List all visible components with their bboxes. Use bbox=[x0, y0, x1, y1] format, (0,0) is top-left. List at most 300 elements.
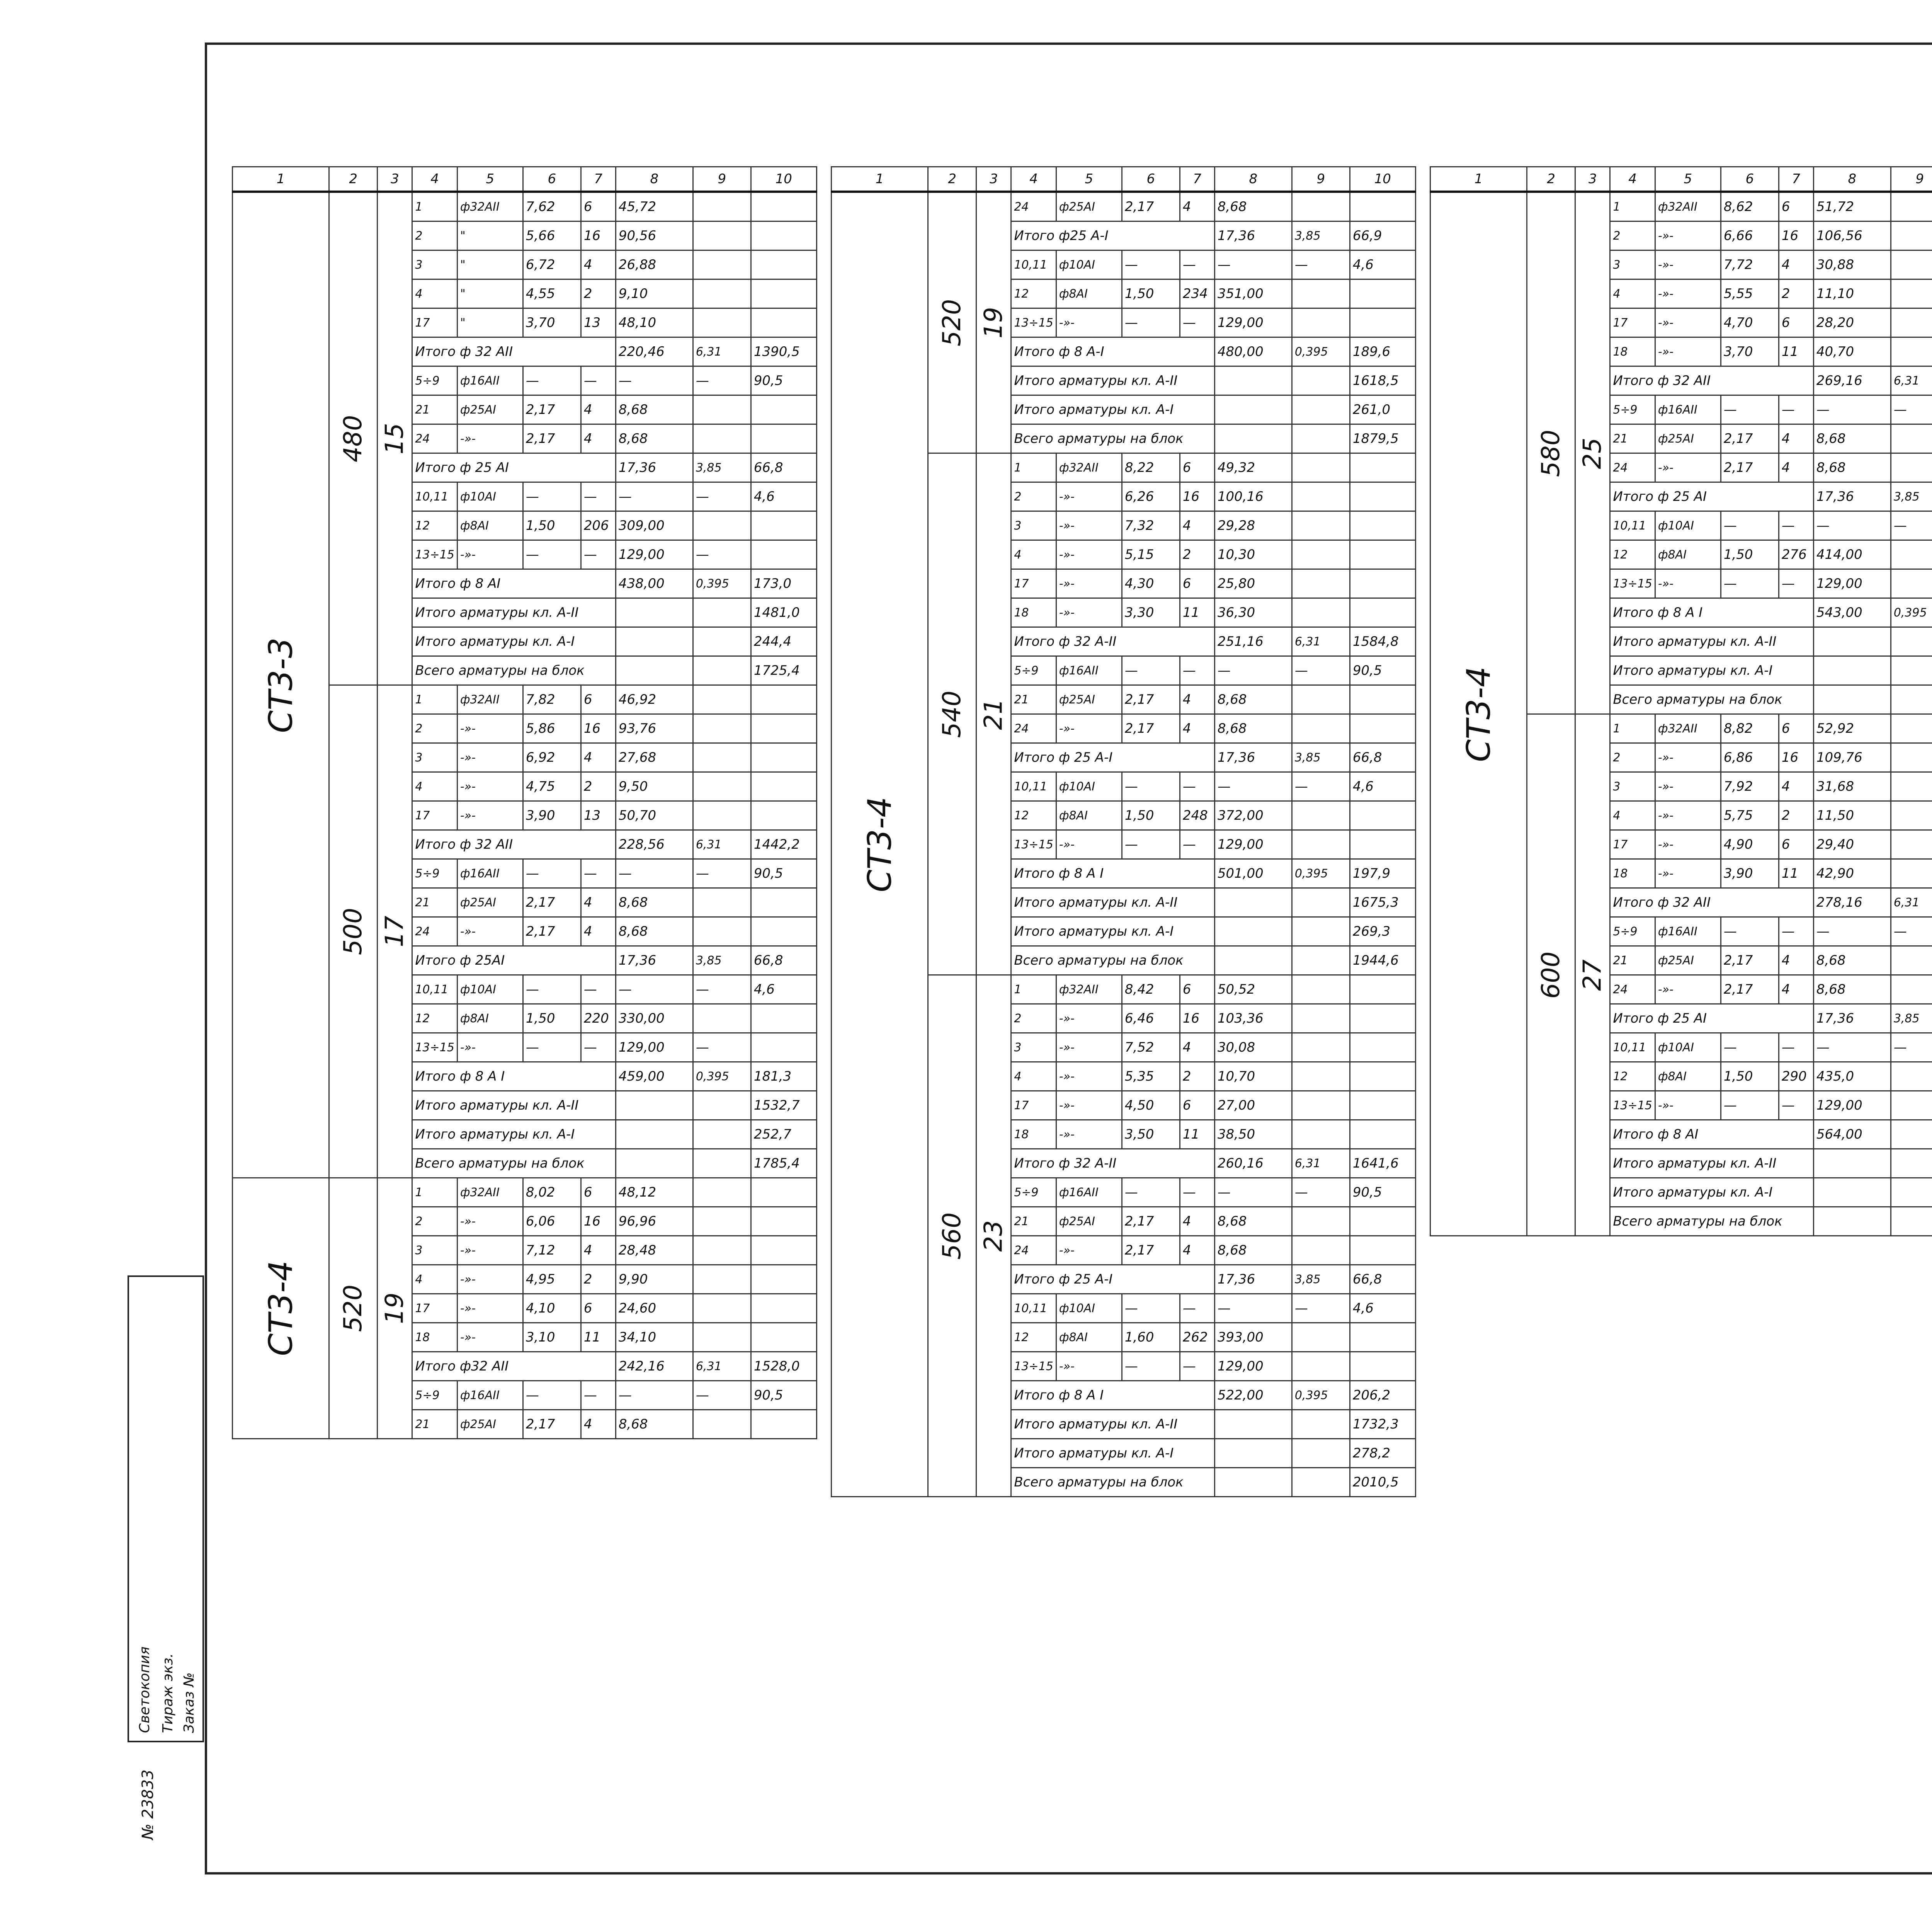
block-size-value: 580 bbox=[1537, 429, 1566, 477]
cell-unit: — bbox=[693, 859, 751, 888]
cell-total: 66,8 bbox=[751, 946, 816, 975]
cell-weight: 26,88 bbox=[616, 250, 693, 279]
cell-weight: — bbox=[616, 859, 693, 888]
cell-weight: — bbox=[1813, 395, 1891, 424]
cell-unit bbox=[1292, 598, 1350, 627]
group-name: СТ3-3 bbox=[262, 637, 300, 733]
cell-weight: 8,68 bbox=[616, 1410, 693, 1439]
cell-unit bbox=[693, 1323, 751, 1352]
cell-weight: — bbox=[1214, 656, 1292, 685]
block-size-value: 560 bbox=[938, 1212, 967, 1260]
cell-total: 4,6 bbox=[751, 975, 816, 1004]
cell-qty: — bbox=[1779, 1091, 1813, 1120]
cell-total: 90,5 bbox=[1350, 656, 1415, 685]
cell-dia: -»- bbox=[1056, 511, 1122, 540]
cell-qty: 4 bbox=[581, 917, 616, 946]
cell-pos: 4 bbox=[412, 772, 457, 801]
cell-len: 8,82 bbox=[1721, 714, 1779, 743]
block-size bbox=[1527, 714, 1575, 1236]
cell-total bbox=[1350, 801, 1415, 830]
cell-weight: — bbox=[616, 482, 693, 511]
cell-pos: 2 bbox=[412, 1207, 457, 1236]
summary-label: Всего арматуры на блок bbox=[412, 656, 616, 685]
cell-pos: 12 bbox=[1610, 1062, 1655, 1091]
cell-total: 206,2 bbox=[1350, 1381, 1415, 1410]
cell-total: 90,5 bbox=[751, 859, 816, 888]
cell-unit bbox=[1292, 1468, 1350, 1497]
cell-unit bbox=[1292, 946, 1350, 975]
cell-qty: 4 bbox=[581, 424, 616, 453]
cell-unit: 6,31 bbox=[1891, 888, 1932, 917]
cell-pos: 17 bbox=[412, 308, 457, 337]
summary-label: Итого ф 32 А-II bbox=[1011, 1149, 1214, 1178]
cell-dia: ф32АII bbox=[1655, 192, 1721, 221]
block-number bbox=[378, 192, 412, 685]
col-header: 7 bbox=[1180, 167, 1214, 192]
block-number-value: 17 bbox=[380, 916, 409, 947]
cell-pos: 12 bbox=[1011, 801, 1056, 830]
cell-qty: 4 bbox=[1180, 714, 1214, 743]
cell-pos: 2 bbox=[1610, 221, 1655, 250]
cell-weight: 106,56 bbox=[1813, 221, 1891, 250]
cell-pos: 21 bbox=[1610, 946, 1655, 975]
cell-qty: — bbox=[1180, 308, 1214, 337]
cell-pos: 5÷9 bbox=[1610, 917, 1655, 946]
cell-unit bbox=[1891, 772, 1932, 801]
cell-total bbox=[1350, 511, 1415, 540]
block-number bbox=[378, 1178, 412, 1439]
cell-qty: 262 bbox=[1180, 1323, 1214, 1352]
cell-unit bbox=[1891, 975, 1932, 1004]
cell-qty: 4 bbox=[581, 1410, 616, 1439]
cell-unit bbox=[1292, 395, 1350, 424]
summary-label: Итого арматуры кл. А-I bbox=[412, 627, 616, 656]
cell-weight: 27,68 bbox=[616, 743, 693, 772]
cell-weight bbox=[1214, 917, 1292, 946]
cell-dia: -»- bbox=[1056, 830, 1122, 859]
cell-total bbox=[1350, 1236, 1415, 1265]
cell-qty: — bbox=[581, 859, 616, 888]
col-header: 3 bbox=[378, 167, 412, 192]
summary-label: Итого арматуры кл. А-II bbox=[412, 1091, 616, 1120]
cell-unit bbox=[1292, 569, 1350, 598]
cell-dia: " bbox=[457, 250, 523, 279]
cell-total bbox=[1350, 482, 1415, 511]
cell-dia: -»- bbox=[457, 1236, 523, 1265]
block-number-value: 21 bbox=[979, 698, 1008, 730]
cell-len: 7,72 bbox=[1721, 250, 1779, 279]
cell-len: 7,52 bbox=[1122, 1033, 1180, 1062]
cell-pos: 10,11 bbox=[1011, 250, 1056, 279]
cell-unit bbox=[693, 598, 751, 627]
cell-len: 4,95 bbox=[523, 1265, 581, 1294]
summary-label: Итого ф 25 АI bbox=[1610, 1004, 1813, 1033]
cell-unit bbox=[1891, 801, 1932, 830]
block-size bbox=[928, 975, 976, 1497]
cell-total: 1584,8 bbox=[1350, 627, 1415, 656]
cell-unit bbox=[693, 250, 751, 279]
cell-qty: 6 bbox=[1779, 830, 1813, 859]
cell-dia: ф32АII bbox=[1056, 975, 1122, 1004]
cell-qty: 6 bbox=[1180, 453, 1214, 482]
cell-total: 4,6 bbox=[1350, 1294, 1415, 1323]
cell-len: 8,22 bbox=[1122, 453, 1180, 482]
cell-weight: 459,00 bbox=[616, 1062, 693, 1091]
cell-len: 6,66 bbox=[1721, 221, 1779, 250]
cell-weight: 48,10 bbox=[616, 308, 693, 337]
cell-dia: ф25АI bbox=[457, 395, 523, 424]
cell-pos: 18 bbox=[1610, 337, 1655, 366]
cell-total: 1675,3 bbox=[1350, 888, 1415, 917]
summary-label: Всего арматуры на блок bbox=[1610, 685, 1813, 714]
cell-dia: ф25АI bbox=[457, 1410, 523, 1439]
cell-qty: 6 bbox=[581, 685, 616, 714]
cell-total: 1725,4 bbox=[751, 656, 816, 685]
cell-pos: 24 bbox=[1011, 192, 1056, 221]
cell-qty: — bbox=[1779, 569, 1813, 598]
cell-total bbox=[751, 1178, 816, 1207]
cell-weight: 269,16 bbox=[1813, 366, 1891, 395]
cell-unit bbox=[1891, 627, 1932, 656]
block-size-value: 520 bbox=[938, 299, 967, 347]
col-header: 6 bbox=[1721, 167, 1779, 192]
cell-dia: -»- bbox=[1655, 308, 1721, 337]
cell-total bbox=[751, 279, 816, 308]
cell-unit bbox=[1891, 1062, 1932, 1091]
side-label-1: Светокопия bbox=[137, 1646, 153, 1733]
col-header: 6 bbox=[523, 167, 581, 192]
cell-qty: 4 bbox=[1180, 1236, 1214, 1265]
cell-weight bbox=[1214, 395, 1292, 424]
cell-qty: 2 bbox=[1180, 540, 1214, 569]
cell-weight: 251,16 bbox=[1214, 627, 1292, 656]
cell-weight: 8,68 bbox=[1214, 1207, 1292, 1236]
cell-total bbox=[1350, 1091, 1415, 1120]
summary-label: Итого ф25 А-I bbox=[1011, 221, 1214, 250]
cell-len: 6,92 bbox=[523, 743, 581, 772]
cell-weight: 31,68 bbox=[1813, 772, 1891, 801]
cell-unit: 0,395 bbox=[1891, 598, 1932, 627]
block-size-value: 540 bbox=[938, 690, 967, 738]
block-number bbox=[1575, 714, 1610, 1236]
cell-unit bbox=[1292, 975, 1350, 1004]
group-name: СТ3-4 bbox=[1459, 666, 1498, 762]
cell-len: 7,32 bbox=[1122, 511, 1180, 540]
summary-label: Итого ф 8 А-I bbox=[1011, 337, 1214, 366]
table-row bbox=[832, 192, 1416, 221]
cell-unit bbox=[1292, 540, 1350, 569]
cell-total: 66,8 bbox=[1350, 743, 1415, 772]
cell-qty: 16 bbox=[1779, 221, 1813, 250]
cell-dia: ф10АI bbox=[1655, 1033, 1721, 1062]
cell-dia: ф32АII bbox=[457, 1178, 523, 1207]
group-name: СТ3-4 bbox=[262, 1260, 300, 1356]
cell-pos: 3 bbox=[412, 250, 457, 279]
cell-total bbox=[1350, 598, 1415, 627]
cell-pos: 13÷15 bbox=[1011, 308, 1056, 337]
cell-unit bbox=[1891, 424, 1932, 453]
table-right bbox=[1430, 166, 1932, 1236]
cell-pos: 4 bbox=[412, 1265, 457, 1294]
cell-weight: 414,00 bbox=[1813, 540, 1891, 569]
cell-qty: 2 bbox=[1180, 1062, 1214, 1091]
cell-len: 2,17 bbox=[523, 1410, 581, 1439]
cell-total bbox=[1350, 1033, 1415, 1062]
cell-weight: 330,00 bbox=[616, 1004, 693, 1033]
cell-qty: 16 bbox=[581, 1207, 616, 1236]
cell-len: 5,55 bbox=[1721, 279, 1779, 308]
summary-label: Итого арматуры кл. А-I bbox=[1011, 1439, 1214, 1468]
cell-total bbox=[1350, 1207, 1415, 1236]
cell-qty: 4 bbox=[1779, 453, 1813, 482]
summary-label: Итого арматуры кл. А-I bbox=[1011, 395, 1214, 424]
cell-dia: -»- bbox=[1655, 337, 1721, 366]
cell-pos: 17 bbox=[1610, 830, 1655, 859]
cell-len: 2,17 bbox=[523, 395, 581, 424]
cell-weight: 38,50 bbox=[1214, 1120, 1292, 1149]
cell-unit bbox=[693, 1236, 751, 1265]
cell-dia: ф10АI bbox=[457, 975, 523, 1004]
cell-qty: 276 bbox=[1779, 540, 1813, 569]
cell-weight: 220,46 bbox=[616, 337, 693, 366]
cell-dia: ф16АII bbox=[1056, 656, 1122, 685]
col-header: 7 bbox=[1779, 167, 1813, 192]
cell-pos: 21 bbox=[1011, 1207, 1056, 1236]
cell-weight: 278,16 bbox=[1813, 888, 1891, 917]
block-size bbox=[928, 453, 976, 975]
cell-weight: — bbox=[1214, 772, 1292, 801]
cell-weight: — bbox=[1813, 917, 1891, 946]
cell-unit bbox=[1292, 801, 1350, 830]
cell-pos: 10,11 bbox=[412, 482, 457, 511]
cell-unit: — bbox=[693, 1033, 751, 1062]
cell-qty: — bbox=[1779, 395, 1813, 424]
cell-weight: 260,16 bbox=[1214, 1149, 1292, 1178]
cell-qty: 11 bbox=[1180, 598, 1214, 627]
cell-unit: 6,31 bbox=[693, 337, 751, 366]
cell-total: 4,6 bbox=[1350, 772, 1415, 801]
cell-unit bbox=[693, 743, 751, 772]
cell-dia: -»- bbox=[457, 801, 523, 830]
group-label bbox=[233, 192, 329, 1178]
cell-unit: 3,85 bbox=[1292, 221, 1350, 250]
cell-qty: 16 bbox=[581, 714, 616, 743]
cell-weight: 129,00 bbox=[616, 1033, 693, 1062]
cell-weight: 17,36 bbox=[1214, 1265, 1292, 1294]
cell-pos: 24 bbox=[1011, 1236, 1056, 1265]
cell-dia: -»- bbox=[457, 540, 523, 569]
header-row bbox=[233, 167, 817, 192]
cell-pos: 10,11 bbox=[1011, 772, 1056, 801]
summary-label: Итого арматуры кл. А-II bbox=[1610, 1149, 1813, 1178]
cell-unit bbox=[693, 395, 751, 424]
cell-unit bbox=[1292, 1410, 1350, 1439]
cell-dia: -»- bbox=[1056, 1352, 1122, 1381]
col-header: 4 bbox=[1610, 167, 1655, 192]
cell-qty: 2 bbox=[581, 1265, 616, 1294]
cell-dia: -»- bbox=[1655, 743, 1721, 772]
cell-unit: — bbox=[1292, 1294, 1350, 1323]
cell-total: 2010,5 bbox=[1350, 1468, 1415, 1497]
cell-pos: 10,11 bbox=[412, 975, 457, 1004]
block-size bbox=[329, 1178, 378, 1439]
cell-dia: -»- bbox=[1056, 1004, 1122, 1033]
cell-weight: — bbox=[1813, 511, 1891, 540]
cell-total: 244,4 bbox=[751, 627, 816, 656]
cell-unit: 6,31 bbox=[1292, 1149, 1350, 1178]
cell-total: 197,9 bbox=[1350, 859, 1415, 888]
cell-pos: 5÷9 bbox=[1011, 656, 1056, 685]
cell-dia: -»- bbox=[1655, 1091, 1721, 1120]
cell-qty: 6 bbox=[581, 1178, 616, 1207]
cell-len: — bbox=[523, 975, 581, 1004]
summary-label: Итого арматуры кл. А-I bbox=[1011, 917, 1214, 946]
summary-label: Всего арматуры на блок bbox=[1610, 1207, 1813, 1236]
cell-dia: ф16АII bbox=[457, 366, 523, 395]
summary-label: Итого арматуры кл. А-II bbox=[1011, 1410, 1214, 1439]
cell-qty: 4 bbox=[1779, 424, 1813, 453]
cell-qty: — bbox=[1180, 830, 1214, 859]
cell-total bbox=[751, 888, 816, 917]
cell-len: 3,10 bbox=[523, 1323, 581, 1352]
cell-qty: 4 bbox=[1180, 192, 1214, 221]
cell-unit bbox=[1891, 714, 1932, 743]
block-size bbox=[329, 192, 378, 685]
cell-weight: — bbox=[1214, 1294, 1292, 1323]
block-number bbox=[976, 192, 1011, 453]
cell-len: 5,86 bbox=[523, 714, 581, 743]
cell-len: — bbox=[523, 540, 581, 569]
cell-pos: 17 bbox=[1610, 308, 1655, 337]
cell-total bbox=[751, 1004, 816, 1033]
side-stamp bbox=[128, 1275, 204, 1742]
col-header: 8 bbox=[1813, 167, 1891, 192]
cell-len: 2,17 bbox=[1122, 1207, 1180, 1236]
cell-total: 1618,5 bbox=[1350, 366, 1415, 395]
cell-dia: -»- bbox=[457, 1323, 523, 1352]
cell-pos: 21 bbox=[412, 395, 457, 424]
cell-dia: ф32АII bbox=[1655, 714, 1721, 743]
cell-qty: 6 bbox=[1180, 1091, 1214, 1120]
cell-qty: 13 bbox=[581, 308, 616, 337]
cell-qty: 4 bbox=[1180, 511, 1214, 540]
summary-label: Итого ф 8 А I bbox=[1011, 859, 1214, 888]
summary-label: Итого ф 8 АI bbox=[1610, 1120, 1813, 1149]
cell-unit: 0,395 bbox=[693, 1062, 751, 1091]
cell-unit bbox=[693, 1265, 751, 1294]
cell-unit bbox=[1891, 946, 1932, 975]
cell-unit bbox=[1292, 917, 1350, 946]
cell-len: 1,50 bbox=[1122, 279, 1180, 308]
cell-weight: 103,36 bbox=[1214, 1004, 1292, 1033]
cell-unit bbox=[1292, 1033, 1350, 1062]
cell-dia: ф16АII bbox=[1655, 917, 1721, 946]
cell-weight: — bbox=[1214, 250, 1292, 279]
cell-pos: 4 bbox=[1610, 279, 1655, 308]
summary-label: Итого арматуры кл. А-II bbox=[1011, 366, 1214, 395]
cell-weight: 9,90 bbox=[616, 1265, 693, 1294]
cell-weight: 48,12 bbox=[616, 1178, 693, 1207]
cell-pos: 21 bbox=[1610, 424, 1655, 453]
cell-unit bbox=[1891, 656, 1932, 685]
cell-qty: — bbox=[1180, 1352, 1214, 1381]
cell-weight bbox=[616, 656, 693, 685]
cell-dia: -»- bbox=[457, 1294, 523, 1323]
block-size-value: 520 bbox=[339, 1284, 368, 1332]
cell-len: 3,70 bbox=[1721, 337, 1779, 366]
cell-pos: 24 bbox=[1610, 453, 1655, 482]
cell-len: — bbox=[1122, 1178, 1180, 1207]
cell-weight bbox=[1813, 1178, 1891, 1207]
cell-weight: 17,36 bbox=[1214, 221, 1292, 250]
cell-dia: -»- bbox=[1056, 569, 1122, 598]
cell-qty: 4 bbox=[581, 395, 616, 424]
summary-label: Итого ф 32 АII bbox=[1610, 366, 1813, 395]
cell-total: 181,3 bbox=[751, 1062, 816, 1091]
group-label bbox=[1430, 192, 1527, 1236]
cell-unit bbox=[1891, 250, 1932, 279]
cell-qty: 6 bbox=[1180, 975, 1214, 1004]
cell-dia: -»- bbox=[1655, 279, 1721, 308]
cell-len: — bbox=[1721, 1091, 1779, 1120]
cell-dia: -»- bbox=[457, 1265, 523, 1294]
cell-unit: 3,85 bbox=[1292, 743, 1350, 772]
cell-pos: 1 bbox=[412, 192, 457, 221]
cell-dia: ф10АI bbox=[1056, 1294, 1122, 1323]
cell-weight: 564,00 bbox=[1813, 1120, 1891, 1149]
side-label-3: Заказ № bbox=[181, 1672, 197, 1733]
cell-weight: 11,50 bbox=[1813, 801, 1891, 830]
cell-total bbox=[1350, 1323, 1415, 1352]
cell-pos: 2 bbox=[412, 221, 457, 250]
summary-label: Итого ф 25 АI bbox=[412, 453, 616, 482]
cell-len: — bbox=[1721, 1033, 1779, 1062]
cell-unit: — bbox=[693, 482, 751, 511]
cell-qty: 6 bbox=[1180, 569, 1214, 598]
cell-unit: — bbox=[1292, 656, 1350, 685]
col-header: 10 bbox=[1350, 167, 1415, 192]
cell-dia: -»- bbox=[1655, 250, 1721, 279]
cell-weight bbox=[1813, 1149, 1891, 1178]
cell-qty: — bbox=[581, 975, 616, 1004]
cell-total bbox=[751, 1033, 816, 1062]
cell-unit bbox=[693, 1120, 751, 1149]
cell-unit: 0,395 bbox=[1292, 337, 1350, 366]
cell-qty: — bbox=[581, 1033, 616, 1062]
cell-qty: 2 bbox=[581, 279, 616, 308]
cell-unit bbox=[1292, 1004, 1350, 1033]
cell-dia: ф25АI bbox=[1655, 424, 1721, 453]
cell-qty: 4 bbox=[1180, 685, 1214, 714]
cell-pos: 13÷15 bbox=[1011, 830, 1056, 859]
cell-qty: — bbox=[1779, 917, 1813, 946]
cell-qty: — bbox=[581, 482, 616, 511]
cell-unit bbox=[693, 511, 751, 540]
cell-dia: -»- bbox=[1056, 598, 1122, 627]
cell-qty: 2 bbox=[581, 772, 616, 801]
cell-dia: ф8АI bbox=[1655, 1062, 1721, 1091]
cell-total bbox=[751, 250, 816, 279]
cell-total bbox=[1350, 1352, 1415, 1381]
cell-pos: 10,11 bbox=[1610, 511, 1655, 540]
cell-len: 4,50 bbox=[1122, 1091, 1180, 1120]
cell-weight: 8,68 bbox=[1813, 424, 1891, 453]
summary-label: Всего арматуры на блок bbox=[412, 1149, 616, 1178]
table-left bbox=[232, 166, 817, 1439]
cell-qty: — bbox=[581, 1381, 616, 1410]
cell-pos: 3 bbox=[1610, 772, 1655, 801]
cell-pos: 13÷15 bbox=[1011, 1352, 1056, 1381]
